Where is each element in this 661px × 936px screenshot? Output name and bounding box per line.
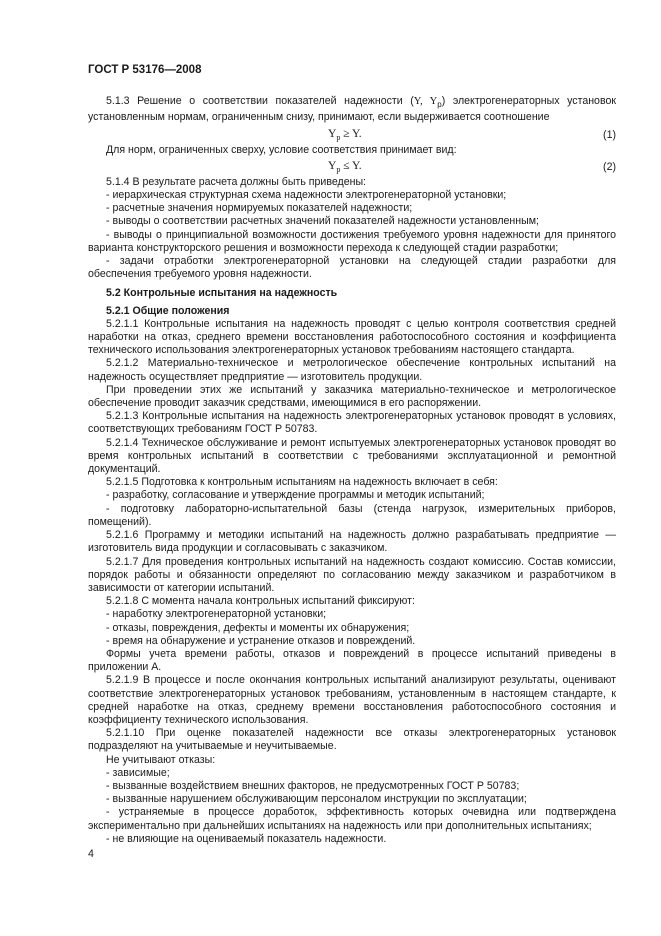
formula-number: (1) <box>603 128 616 141</box>
clause-5-2-1-7: 5.2.1.7 Для проведения контрольных испытаний на надежность создают комиссию. Состав комиссии, порядок работы и обязанности определяют по согласованию между заказчиком и разработчиком в зависимости от категории испытаний. <box>88 555 616 594</box>
list-item: - задачи отработки электрогенераторной установки на следующей стадии разработки для обеспечения требуемого уровня надежности. <box>88 255 616 281</box>
clause-5-2-1-9: 5.2.1.9 В процессе и после окончания контрольных испытаний анализируют результаты, оценивают соответствие электрогенераторных установок требованиям, установленным в настоящем стандарте, к средней наработке на отказ, среднему времени восстановления работоспособного состояния и коэффициенту технического использования. <box>88 674 616 726</box>
formula-expression <box>328 160 362 176</box>
clause-5-2-1-8: 5.2.1.8 С момента начала контрольных испытаний фиксируют: <box>106 595 415 608</box>
list-item: - подготовку лабораторно-испытательной базы (стенда нагрузок, измерительных приборов, помещений). <box>88 502 616 528</box>
clause-5-2-1-6: 5.2.1.6 Программу и методики испытаний на надежность должно разрабатывать предприятие — изготовитель вида продукции и согласовывать с заказчиком. <box>88 529 616 555</box>
list-item: - время на обнаружение и устранение отказов и повреждений. <box>106 634 416 647</box>
document-header: ГОСТ Р 53176—2008 <box>88 64 202 76</box>
paragraph: Формы учета времени работы, отказов и повреждений в процессе испытаний приведены в приложении А. <box>88 647 616 674</box>
formula-symbol: Y <box>328 127 337 140</box>
clause-5-2-1-1: 5.2.1.1 Контрольные испытания на надежность проводят с целью контроля соответствия средней наработки на отказ, среднего времени восстановления работоспособного состояния и коэффициента технического использования электрогенераторных установок требованиям настоящего стандарта. <box>88 317 616 357</box>
formula-subscript: p <box>336 132 341 142</box>
symbol-subscript: p <box>437 100 442 110</box>
formula-subscript: p <box>336 164 341 174</box>
formula-1 <box>88 125 616 144</box>
list-item: - устраняемые в процессе доработок, эффективность которых очевидна или подтверждена экспериментально при дальнейших испытаниях на надежность или при дополнительных испытаниях; <box>88 806 616 832</box>
section-heading-5-2: 5.2 Контрольные испытания на надежность <box>106 287 338 300</box>
list-item: - отказы, повреждения, дефекты и моменты их обнаружения; <box>106 621 410 634</box>
list-item: - не влияющие на оцениваемый показатель надежности. <box>106 832 387 845</box>
clause-5-2-1-5: 5.2.1.5 Подготовка к контрольным испытаниям на надежность включает в себя: <box>106 476 498 489</box>
clause-5-1-3 <box>88 95 616 124</box>
subsection-heading-5-2-1: 5.2.1 Общие положения <box>106 304 230 317</box>
clause-text: ) электрогенераторных установок установленным нормам, ограниченным снизу, принимают, если выдерживается соотношение <box>88 95 616 124</box>
paragraph-upper-bound: Для норм, ограниченных сверху, условие соответствия принимает вид: <box>106 143 457 156</box>
paragraph: При проведении этих же испытаний у заказчика материально-техническое и метрологическое обеспечение проводит заказчик средствами, имеющимися в его распоряжении. <box>88 383 616 410</box>
list-item: - выводы о соответствии расчетных значений показателей надежности установленным; <box>106 215 539 228</box>
clause-5-2-1-3: 5.2.1.3 Контрольные испытания на надежность электрогенераторных установок проводят в условиях, соответствующих требованиям ГОСТ Р 50783. <box>88 410 616 436</box>
clause-text: 5.1.3 Решение о соответствии показателей надежности ( <box>106 95 414 108</box>
list-item: - выводы о принципиальной возможности достижения требуемого уровня надежности для принятого варианта конструкторского решения и возможности перехода к следующей стадии разработки; <box>88 228 616 254</box>
formula-symbol: Y <box>328 159 337 172</box>
list-item: - разработку, согласование и утверждение программы и методик испытаний; <box>106 489 485 502</box>
clause-5-2-1-4: 5.2.1.4 Техническое обслуживание и ремонт испытуемых электрогенераторных установок проводят во время контрольных испытаний в соответствии с требованиями эксплуатационной и ремонтной документаций. <box>88 436 616 476</box>
formula-expression <box>328 128 362 144</box>
list-item: - наработку электрогенераторной установки; <box>106 608 327 621</box>
list-item: - иерархическая структурная схема надежности электрогенераторной установки; <box>106 189 507 202</box>
paragraph: Не учитывают отказы: <box>106 753 216 766</box>
list-item: - зависимые; <box>106 766 170 779</box>
page-content <box>88 64 616 846</box>
clause-5-2-1-10: 5.2.1.10 При оценке показателей надежности все отказы электрогенераторных установок подразделяют на учитываемые и неучитываемые. <box>88 727 616 753</box>
clause-5-2-1-2: 5.2.1.2 Материально-техническое и метрологическое обеспечение контрольных испытаний на надежность осуществляет предприятие — изготовитель продукции. <box>88 357 616 383</box>
clause-5-1-4: 5.1.4 В результате расчета должны быть приведены: <box>106 175 366 188</box>
formula-number: (2) <box>603 160 616 173</box>
list-item: - вызванные воздействием внешних факторов, не предусмотренных ГОСТ Р 50783; <box>106 779 520 792</box>
formula-relation: ≥ Y. <box>340 127 362 140</box>
formula-2 <box>88 157 616 176</box>
formula-relation: ≤ Y. <box>340 159 362 172</box>
list-item: - расчетные значения нормируемых показателей надежности; <box>106 202 413 215</box>
list-item: - вызванные нарушением обслуживающим персоналом инструкции по эксплуатации; <box>106 793 527 806</box>
page-number: 4 <box>88 848 94 860</box>
symbol-y: Y, Y <box>413 96 438 108</box>
